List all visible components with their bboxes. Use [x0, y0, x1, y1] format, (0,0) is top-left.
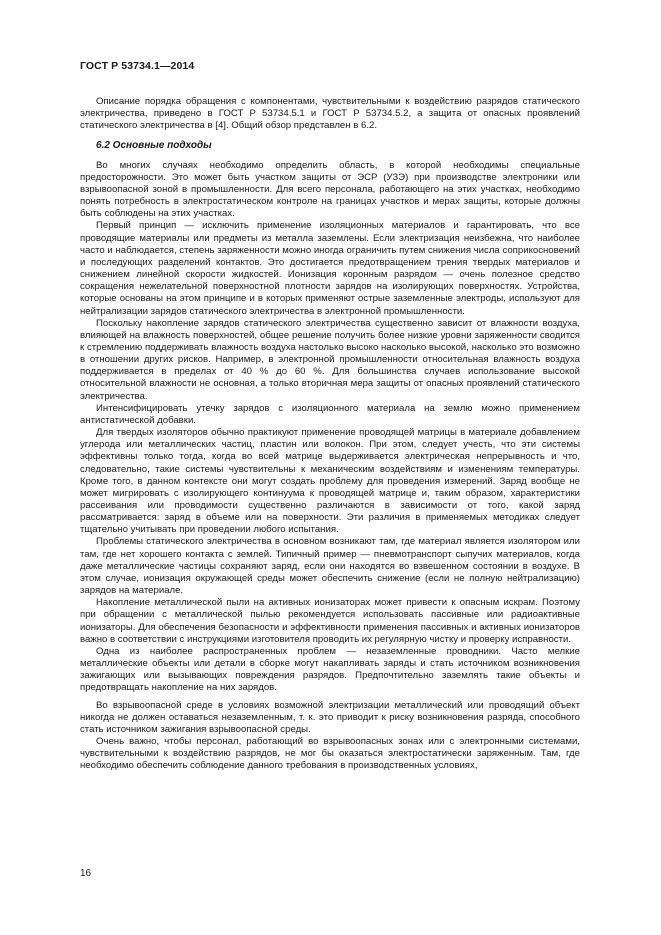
paragraph: Проблемы статического электричества в основном возникают там, где материал является изолятором или там, где нет хорошего контакта с землей. Типичный пример — пневмотранспорт сыпучих материалов, когда даже металлические частицы сохраняют заряд, если они находятся во взвешенном состоянии в воздухе. В этом случае, ионизация окружающей среды может обеспечить снижение (если не полную нейтрализацию) зарядов на материале. — [80, 536, 580, 597]
paragraph: Первый принцип — исключить применение изоляционных материалов и гарантировать, что все проводящие материалы или предметы из металла заземлены. Если электризация неизбежна, что наиболее часто и наблюдается, степень заряженности можно иногда ограничить путем снижения числа соприкосновений и последующих разделений контактов. Это достигается предотвращением трения твердых материалов и снижением линейной скорости жидкостей. Ионизация коронным разрядом — очень полезное средство сокращения нежелательной поверхностной плотности зарядов на изолирующих поверхностях. Устройства, которые основаны на этом принципе и в которых применяют острые заземленные электроды, используют для нейтрализации зарядов статического электричества в электронной промышленности. — [80, 220, 580, 317]
document-header: ГОСТ Р 53734.1—2014 — [80, 60, 195, 72]
paragraph: Во взрывоопасной среде в условиях возможной электризации металлический или проводящий объект никогда не должен оставаться незаземленным, т. к. это приводит к риску возникновения разряда, способного стать источником зажигания взрывоопасной среды. — [80, 699, 580, 735]
paragraph: Для твердых изоляторов обычно практикуют применение проводящей матрицы в материале добавлением углерода или металлических частиц, пластин или волокон. При этом, следует учесть, что эти системы эффективны только тогда, когда во всей матрице выдерживается электрическая непрерывность и что, следовательно, такие системы чувствительны к механическим воздействиям и изменениям температуры. Кроме того, в данном контексте они могут создать проблему для проведения измерений. Заряд вообще не может мигрировать с изолирующего континуума к проводящей матрице и, таким образом, характеристики рассеивания или проводимости существенно различаются в зависимости от того, какой заряд рассматривается: заряд в объеме или на поверхности. Эти различия в применяемых методиках следует тщательно учитывать при проведении любого испытания. — [80, 427, 580, 536]
paragraph: Интенсифицировать утечку зарядов с изоляционного материала на землю можно применением антистатической добавки. — [80, 402, 580, 426]
paragraph-intro: Описание порядка обращения с компонентами, чувствительными к воздействию разрядов статического электричества, приведено в ГОСТ Р 53734.5.1 и ГОСТ Р 53734.5.2, а защита от опасных проявлений статического электричества в [4]. Общий обзор представлен в 6.2. — [80, 96, 580, 132]
document-body — [80, 96, 580, 772]
paragraph: Во многих случаях необходимо определить область, в которой необходимы специальные предосторожности. Это может быть участком защиты от ЭСР (УЗЭ) при производстве электроники или взрывоопасной зоной в промышленности. Для всего персонала, работающего на этих участках, необходимо понять потребность в электростатическом контроле на границах участков и мерах защиты, которые должны быть соблюдены на этих участках. — [80, 159, 580, 220]
paragraph: Одна из наиболее распространенных проблем — незаземленные проводники. Часто мелкие металлические объекты или детали в сборке могут накапливать заряды и стать источником возникновения зажигающих или вызывающих повреждения разрядов. Предпочтительно заземлять такие объекты и предотвращать накопление на них зарядов. — [80, 645, 580, 694]
section-heading: 6.2 Основные подходы — [96, 140, 212, 152]
paragraph: Очень важно, чтобы персонал, работающий во взрывоопасных зонах или с электронными системами, чувствительными к воздействию разрядов, не мог бы оказаться электростатически заряженным. Там, где необходимо обеспечить соблюдение данного требования в производственных условиях, — [80, 735, 580, 772]
paragraph: Поскольку накопление зарядов статического электричества существенно зависит от влажности воздуха, влияющей на влажность поверхностей, общее решение получить более низкие уровни заряженности сводится к стремлению поддерживать влажность воздуха настолько высоко насколько высокой, насколько это возможно в отношении других рисков. Например, в электронной промышленности относительная влажность воздуха поддерживается в пределах от 40 % до 60 %. Для большинства случаев использование высокой относительной влажности не основная, а только вторичная мера защиты от опасных проявлений статического электричества. — [80, 317, 580, 402]
page-number: 16 — [80, 868, 92, 879]
paragraph: Накопление металлической пыли на активных ионизаторах может привести к опасным искрам. Поэтому при обращении с металлической пылью рекомендуется использовать пассивные или радиоактивные ионизаторы. Для обеспечения безопасности и эффективности применения пассивных и активных ионизаторов важно в соответствии с инструкциями изготовителя проводить их регулярную чистку и проверку исправности. — [80, 597, 580, 645]
